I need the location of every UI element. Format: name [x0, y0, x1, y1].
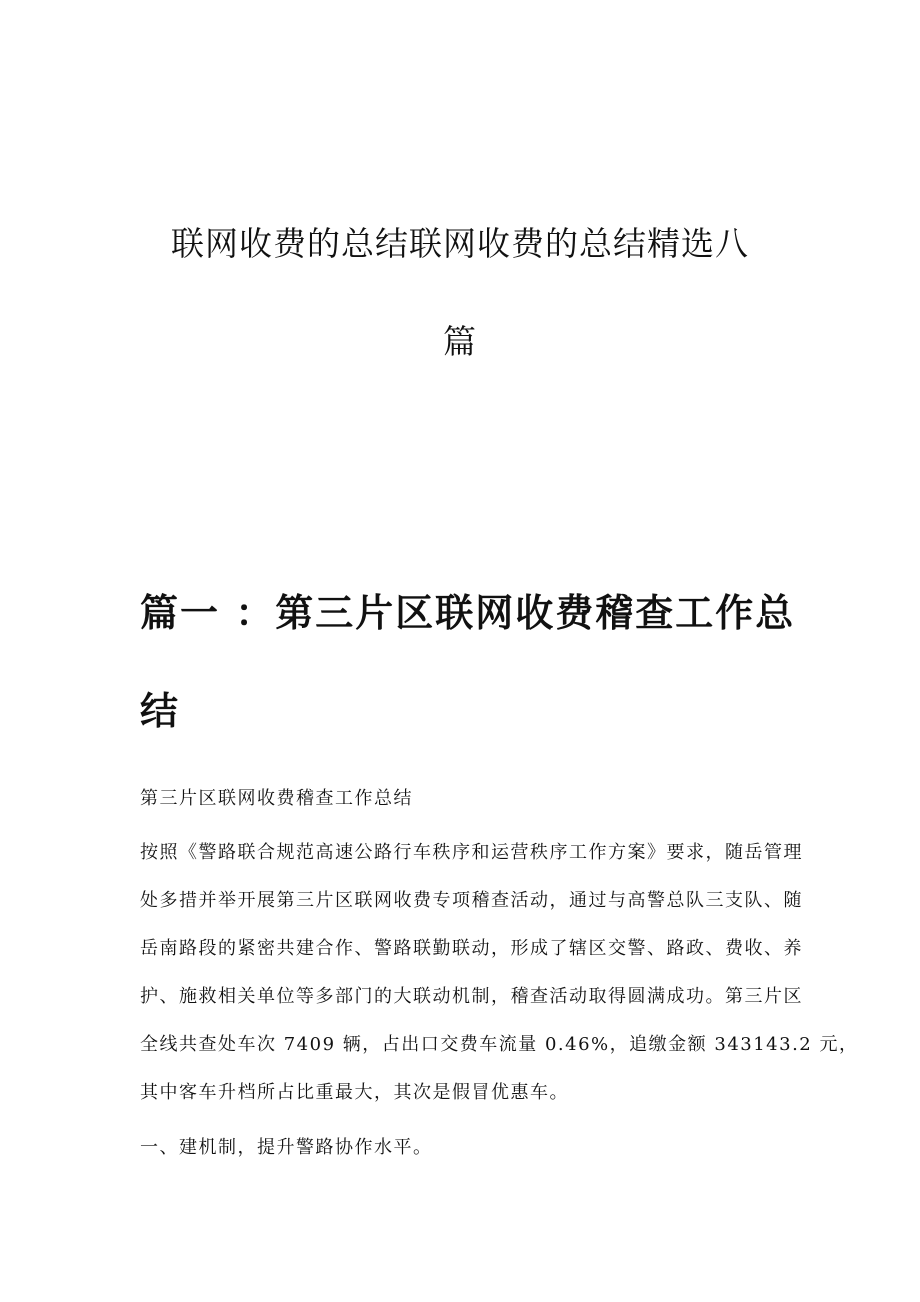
paragraph-line: 全线共查处车次 7409 辆，占出口交费车流量 0.46%，追缴金额 343143.2 元，	[140, 1034, 859, 1055]
paragraph-line: 其中客车升档所占比重最大，其次是假冒优惠车。	[140, 1082, 569, 1103]
document-title-line-2: 篇	[443, 322, 477, 361]
point-one-heading: 一、建机制，提升警路协作水平。	[140, 1137, 433, 1158]
paragraph-line: 岳南路段的紧密共建合作、警路联勤联动，形成了辖区交警、路政、费收、养	[140, 938, 803, 959]
document-title-line-1: 联网收费的总结联网收费的总结精选八	[171, 224, 749, 263]
paragraph-line: 处多措并举开展第三片区联网收费专项稽查活动，通过与高警总队三支队、随	[140, 890, 803, 911]
paragraph-line: 护、施救相关单位等多部门的大联动机制，稽查活动取得圆满成功。第三片区	[140, 986, 803, 1007]
section-heading-line-2: 结	[140, 688, 181, 733]
section-heading-line-1: 篇一 ：第三片区联网收费稽查工作总	[140, 590, 796, 635]
paragraph-line: 按照《警路联合规范高速公路行车秩序和运营秩序工作方案》要求，随岳管理	[140, 842, 803, 863]
section-subtitle: 第三片区联网收费稽查工作总结	[140, 788, 413, 809]
